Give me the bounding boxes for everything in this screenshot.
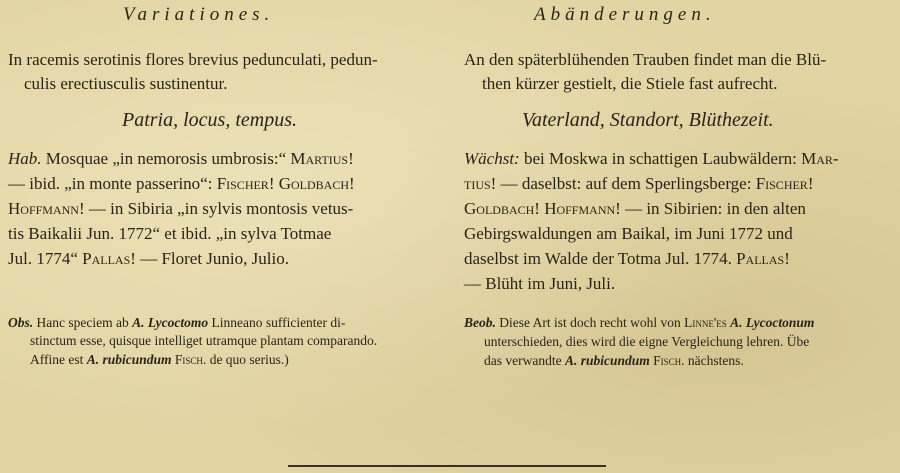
habitat-line-3 <box>8 199 353 219</box>
habitat-text-3: — in Sibirien: in den alten <box>625 199 806 218</box>
habitat-text-5: Jul. 1774“ <box>8 249 78 268</box>
collector-name: Mar- <box>801 149 839 168</box>
flowering-time: — Floret Junio, Julio. <box>140 249 289 268</box>
author-name: Linne'es <box>684 315 727 330</box>
habitat-text-5: daselbst im Walde der Totma Jul. 1774. <box>464 249 732 268</box>
patria-subheading: Patria, locus, tempus. <box>122 109 297 131</box>
taxon-name: A. Lycoctomo <box>132 315 209 330</box>
collector-name: Pallas! <box>82 249 136 268</box>
obs-text: Diese Art ist doch recht wohl von <box>499 315 681 330</box>
abaenderungen-heading: Abänderungen. <box>534 4 716 25</box>
habitat-line-3 <box>464 199 806 219</box>
variationes-heading: Variationes. <box>123 4 275 25</box>
habitat-line-2 <box>464 174 813 194</box>
author-name: Fisch. <box>174 352 207 367</box>
collector-name: Fischer! <box>755 174 814 193</box>
collector-name: Goldbach! <box>278 174 355 193</box>
obs-text: Linneano sufficienter di- <box>211 315 346 330</box>
habitat-line-1 <box>8 149 354 169</box>
obs-text: de quo serius.) <box>209 352 289 367</box>
habitat-text-3: — in Sibiria „in sylvis montosis vetus- <box>88 199 354 218</box>
habitat-text-1: Mosquae „in nemorosis umbrosis:“ <box>45 149 287 168</box>
habitat-line-4: tis Baikalii Jun. 1772“ et ibid. „in sylva Totmae <box>8 224 332 243</box>
obs-label: Obs. <box>8 315 34 330</box>
obs-text: nächstens. <box>687 353 744 368</box>
collector-name: Goldbach! Hoffmann! <box>464 199 621 218</box>
habitat-text-2: — ibid. „in monte passerino“: <box>8 174 213 193</box>
obs-line-3 <box>30 352 289 368</box>
collector-name: Hoffmann! <box>8 199 85 218</box>
obs-text: Affine est <box>30 352 84 367</box>
collector-name: tius! <box>464 174 497 193</box>
habitat-label: Wächst: <box>464 149 520 168</box>
habitat-line-5 <box>8 249 289 269</box>
habitat-line-2 <box>8 174 355 194</box>
collector-name: Martius! <box>290 149 354 168</box>
obs-label: Beob. <box>464 315 496 330</box>
habitat-line-1 <box>464 149 839 169</box>
habitat-text-2: — daselbst: auf dem Sperlingsberge: <box>500 174 752 193</box>
habitat-line-4: Gebirgswaldungen am Baikal, im Juni 1772 und <box>464 224 793 243</box>
bottom-divider-rule <box>288 465 606 467</box>
obs-line-2: unterschieden, dies wird die eigne Vergleichung lehren. Übe <box>484 334 810 349</box>
habitat-line-5 <box>464 249 790 269</box>
obs-text: Hanc speciem ab <box>36 315 129 330</box>
habitat-label: Hab. <box>8 149 42 168</box>
variation-line-2: culis erectiusculis sustinentur. <box>24 74 228 93</box>
obs-line-1 <box>464 315 814 331</box>
flowering-time: — Blüht im Juni, Juli. <box>464 274 616 293</box>
variation-line-1: In racemis serotinis flores brevius pedunculati, pedun- <box>8 50 378 69</box>
habitat-text-1: bei Moskwa in schattigen Laubwäldern: <box>523 149 797 168</box>
obs-line-3 <box>484 353 744 369</box>
author-name: Fisch. <box>653 353 685 368</box>
taxon-name: A. Lycoctonum <box>730 315 815 330</box>
obs-text: das verwandte <box>484 353 562 368</box>
variation-line-2: then kürzer gestielt, die Stiele fast aufrecht. <box>482 74 778 93</box>
obs-line-2: stinctum esse, quisque intelliget utramque plantam comparando. <box>30 333 378 348</box>
obs-line-1 <box>8 315 345 331</box>
vaterland-subheading: Vaterland, Standort, Blüthezeit. <box>522 109 774 131</box>
taxon-name: A. rubicundum <box>564 353 650 368</box>
collector-name: Fischer! <box>216 174 275 193</box>
taxon-name: A. rubicundum <box>86 352 172 367</box>
collector-name: Pallas! <box>736 249 790 268</box>
variation-line-1: An den späterblühenden Trauben findet man die Blü- <box>464 50 827 69</box>
